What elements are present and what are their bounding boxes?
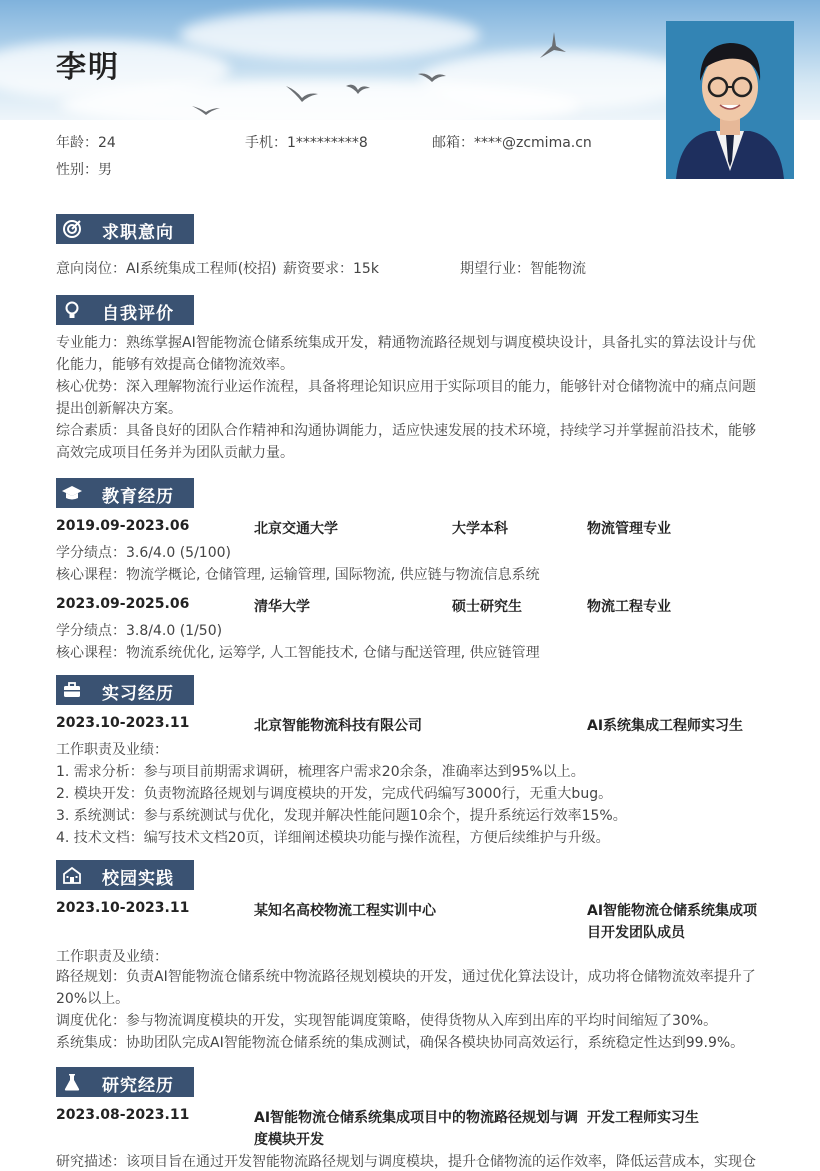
lightbulb-icon [62, 300, 82, 320]
gender-text: 性别：男 [56, 162, 112, 178]
age-text: 年龄：24 [56, 135, 116, 151]
section-title: 研究经历 [102, 1076, 174, 1096]
intent-position: 意向岗位：AI系统集成工程师(校招) [56, 261, 277, 277]
flask-icon [62, 1072, 82, 1092]
edu-major: 物流管理专业 [587, 521, 671, 537]
section-header-internship [56, 675, 194, 705]
section-title: 实习经历 [102, 684, 174, 704]
section-header-self [56, 295, 194, 325]
section-header-intent [56, 214, 194, 244]
section-title: 校园实践 [102, 869, 174, 889]
school-building-icon [62, 865, 82, 885]
intern-company: 北京智能物流科技有限公司 [254, 718, 422, 734]
campus-role: 目开发团队成员 [587, 925, 685, 941]
campus-item: 调度优化：参与物流调度模块的开发，实现智能调度策略，使得货物从入库到出库的平均时间缩短了30%。 [56, 1013, 718, 1029]
bird-icon [286, 84, 318, 104]
section-title: 自我评价 [102, 304, 174, 324]
self-eval-3: 综合素质：具备良好的团队合作精神和沟通协调能力，适应快速发展的技术环境，持续学习并掌握前沿技术，能够高效完成项目任务并为团队贡献力量。 [56, 423, 756, 461]
intern-item: 1. 需求分析：参与项目前期需求调研，梳理客户需求20余条，准确率达到95%以上。 [56, 764, 585, 780]
campus-item: 路径规划：负责AI智能物流仓储系统中物流路径规划模块的开发，通过优化算法设计，成功将仓储物流效率提升了20%以上。 [56, 969, 756, 1007]
section-title: 求职意向 [102, 223, 174, 243]
edu-degree: 大学本科 [452, 521, 508, 537]
bird-icon [192, 104, 220, 116]
research-project: AI智能物流仓储系统集成项目中的物流路径规划与调 [254, 1110, 579, 1126]
self-eval-2: 核心优势：深入理解物流行业运作流程，具备将理论知识应用于实际项目的能力，能够针对仓储物流中的痛点问题提出创新解决方案。 [56, 379, 756, 417]
edu-courses: 核心课程：物流系统优化, 运筹学, 人工智能技术, 仓储与配送管理, 供应链管理 [56, 645, 540, 661]
intent-salary: 薪资要求：15k [283, 261, 379, 277]
edu-school: 北京交通大学 [254, 521, 338, 537]
bird-icon [418, 70, 446, 84]
campus-item: 系统集成：协助团队完成AI智能物流仓储系统的集成测试，确保各模块协同高效运行，系统稳定性达到99.9%。 [56, 1035, 745, 1051]
graduation-cap-icon [62, 483, 82, 503]
target-icon [62, 219, 82, 239]
intern-role: AI系统集成工程师实习生 [587, 718, 744, 734]
section-title: 教育经历 [102, 487, 174, 507]
edu-courses: 核心课程：物流学概论, 仓储管理, 运输管理, 国际物流, 供应链与物流信息系统 [56, 567, 540, 583]
section-header-research [56, 1067, 194, 1097]
intern-item: 4. 技术文档：编写技术文档20页，详细阐述模块功能与操作流程，方便后续维护与升级。 [56, 830, 610, 846]
edu-date: 2023.09-2025.06 [56, 596, 190, 612]
self-eval-1: 专业能力：熟练掌握AI智能物流仓储系统集成开发，精通物流路径规划与调度模块设计，具备扎实的算法设计与优化能力，能够有效提高仓储物流效率。 [56, 335, 756, 373]
section-header-education [56, 478, 194, 508]
research-role: 开发工程师实习生 [587, 1110, 699, 1126]
intern-item: 2. 模块开发：负责物流路径规划与调度模块的开发，完成代码编写3000行，无重大bug。 [56, 786, 613, 802]
edu-gpa: 学分绩点：3.8/4.0 (1/50) [56, 623, 223, 639]
intern-item: 3. 系统测试：参与系统测试与优化，发现并解决性能问题10余个，提升系统运行效率15%。 [56, 808, 627, 824]
bird-icon [538, 28, 568, 62]
profile-photo [666, 21, 794, 179]
intern-heading: 工作职责及业绩： [56, 742, 168, 758]
campus-org: 某知名高校物流工程实训中心 [254, 903, 436, 919]
candidate-name: 李明 [56, 50, 120, 85]
research-date: 2023.08-2023.11 [56, 1107, 190, 1123]
campus-heading: 工作职责及业绩： [56, 949, 168, 965]
campus-role: AI智能物流仓储系统集成项 [587, 903, 758, 919]
edu-school: 清华大学 [254, 599, 310, 615]
phone-text: 手机：1*********8 [245, 135, 368, 151]
intern-date: 2023.10-2023.11 [56, 715, 190, 731]
edu-gpa: 学分绩点：3.6/4.0 (5/100) [56, 545, 231, 561]
section-header-campus [56, 860, 194, 890]
intent-industry: 期望行业：智能物流 [460, 261, 586, 277]
research-project: 度模块开发 [254, 1132, 324, 1148]
bird-icon [346, 80, 370, 96]
edu-major: 物流工程专业 [587, 599, 671, 615]
campus-date: 2023.10-2023.11 [56, 900, 190, 916]
edu-date: 2019.09-2023.06 [56, 518, 190, 534]
edu-degree: 硕士研究生 [452, 599, 522, 615]
email-text: 邮箱：****@zcmima.cn [432, 135, 592, 151]
briefcase-icon [62, 680, 82, 700]
research-desc: 研究描述：该项目旨在通过开发智能物流路径规划与调度模块，提升仓储物流的运作效率，降低运营成本，实现仓 [56, 1154, 756, 1170]
